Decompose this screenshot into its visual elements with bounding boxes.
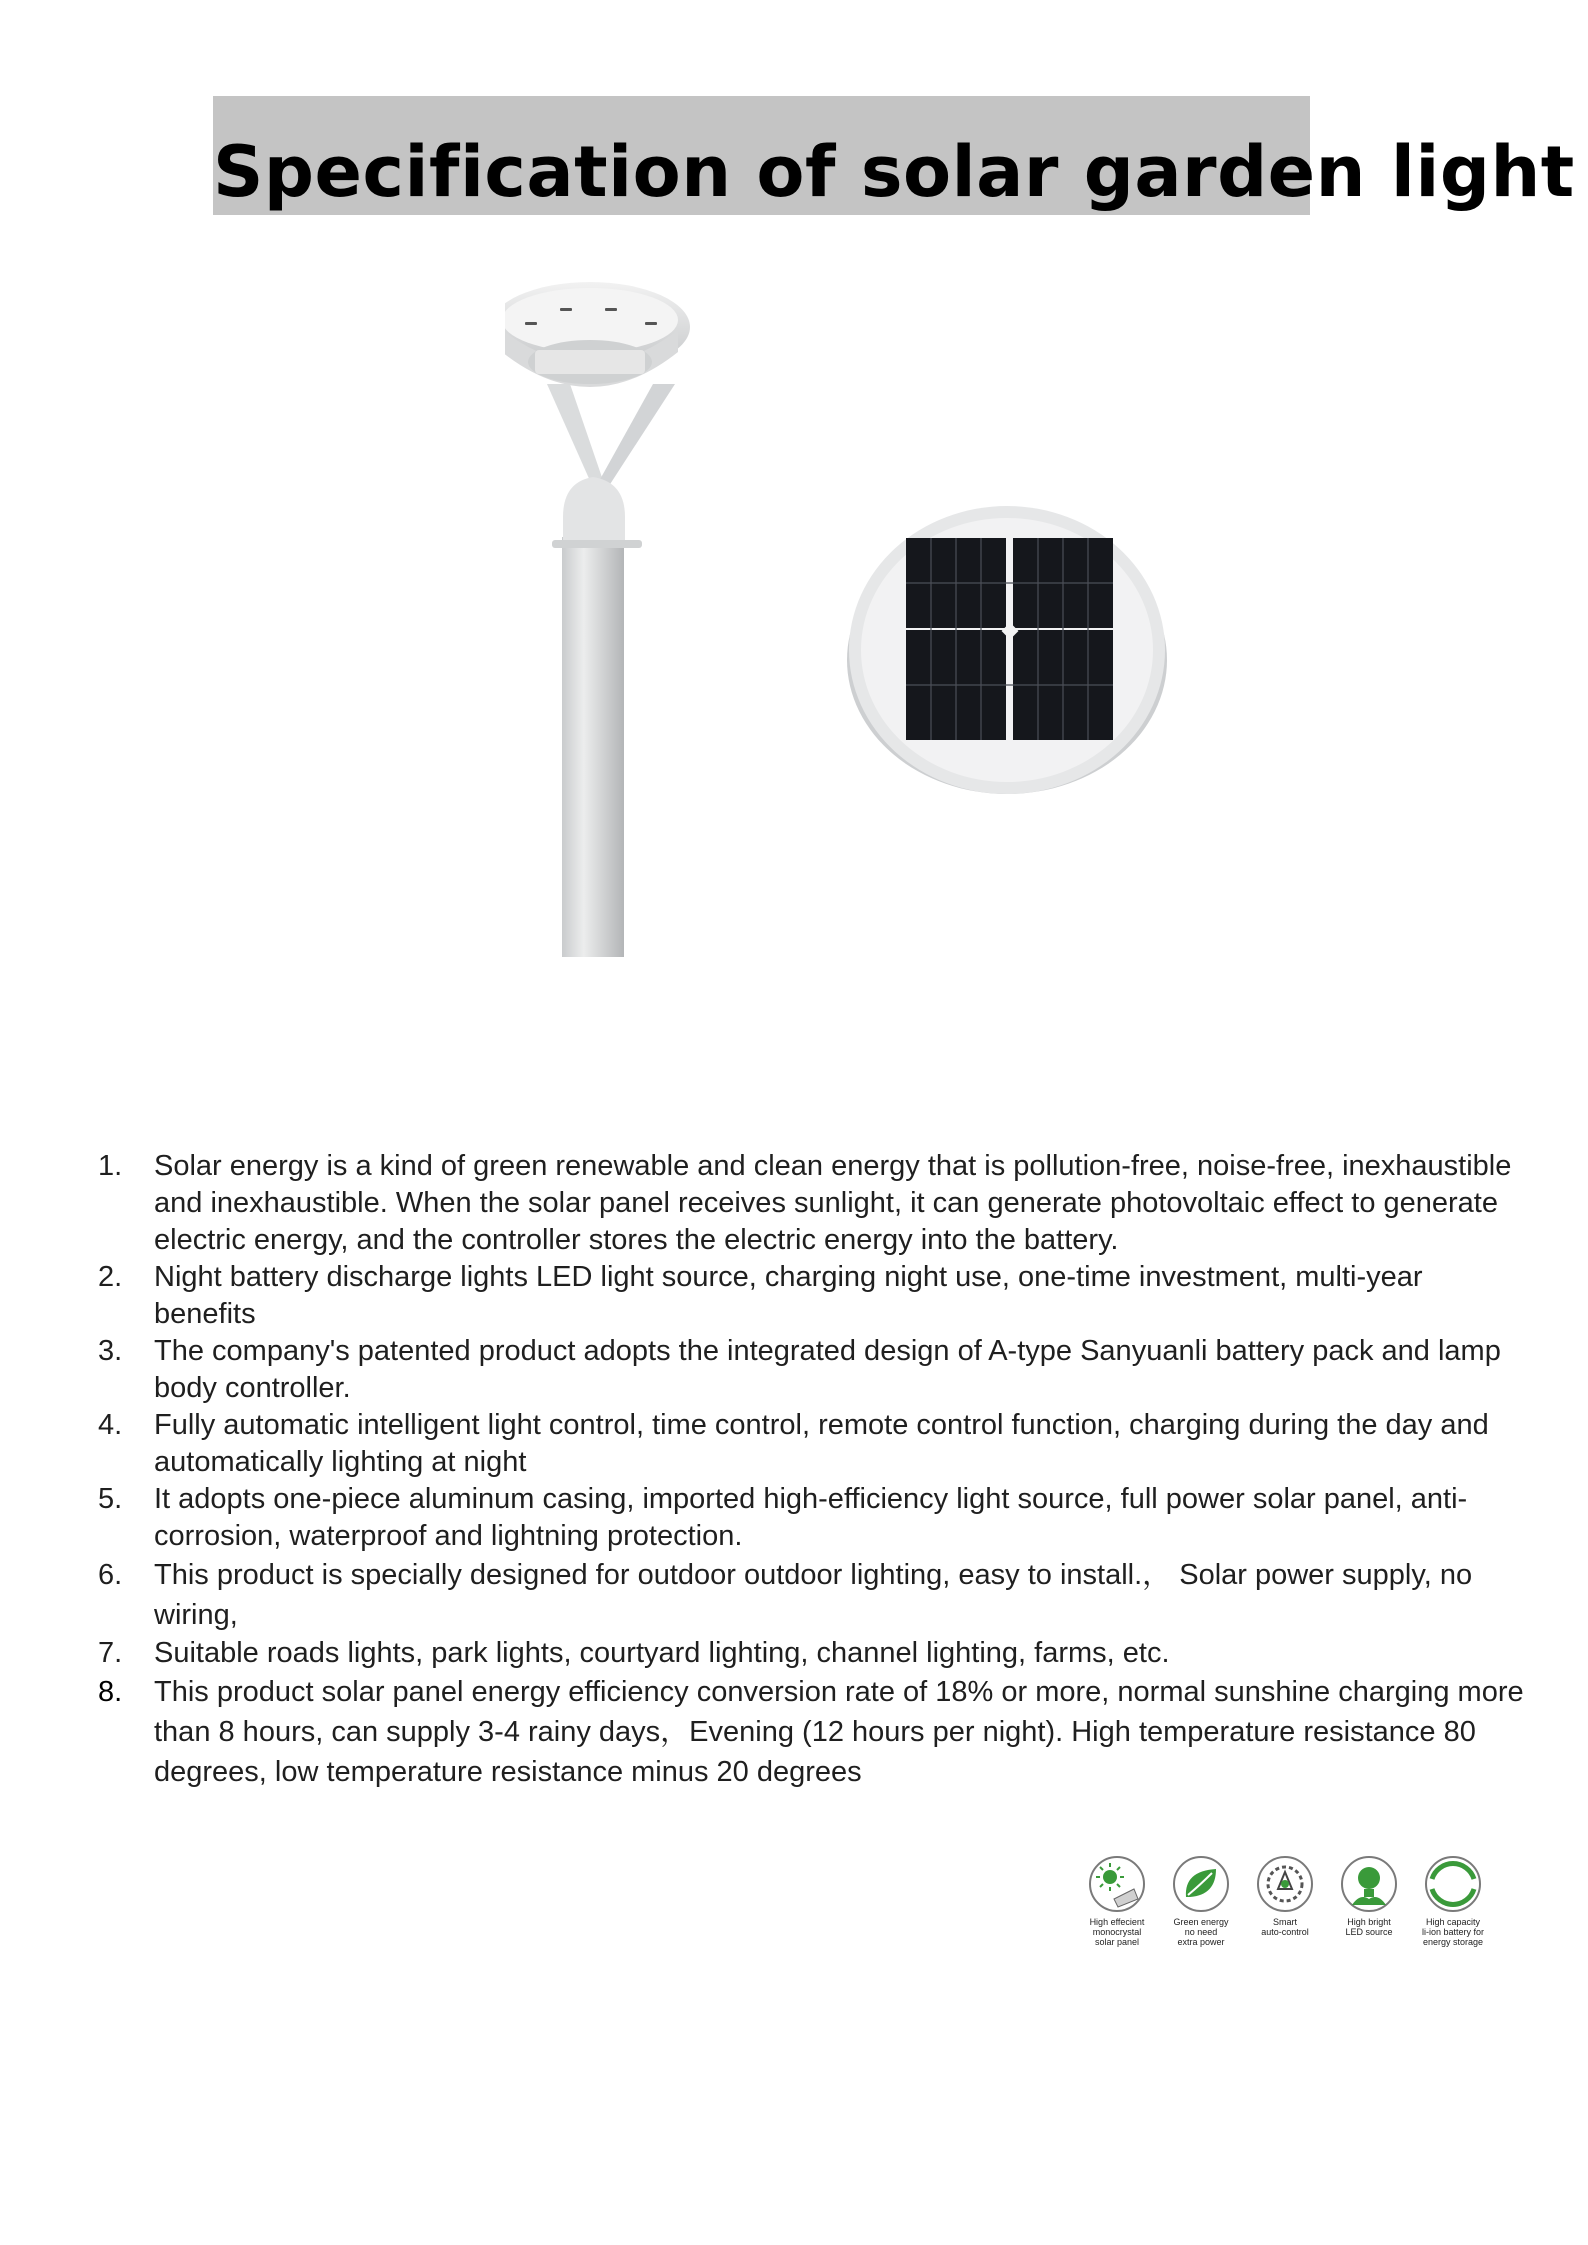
list-item: [88, 1481, 1528, 1555]
badge-label: High capacity li-ion battery for energy storage: [1421, 1917, 1485, 1947]
badge-label: Green energy no need extra power: [1173, 1917, 1229, 1947]
list-number: 4.: [98, 1409, 123, 1441]
badge-smart-control: [1243, 1855, 1327, 1937]
badge-green-energy: [1159, 1855, 1243, 1947]
solar-panel-image: [843, 500, 1171, 796]
list-text: Fully automatic intelligent light control, time control, remote control function, charging during the day and automatically lighting at night: [154, 1409, 1489, 1478]
list-item: [88, 1407, 1528, 1481]
spec-list: [88, 1148, 1528, 1792]
sun-panel-icon: [1088, 1855, 1146, 1913]
leaf-icon: [1172, 1855, 1230, 1913]
list-number: 1.: [98, 1150, 123, 1182]
list-item: [88, 1672, 1528, 1792]
list-number: 3.: [98, 1335, 123, 1367]
battery-icon: [1424, 1855, 1482, 1913]
list-text: It adopts one-piece aluminum casing, imported high-efficiency light source, full power solar panel, anti-corrosion, waterproof and lightning protection.: [154, 1483, 1468, 1552]
list-text: Solar energy is a kind of green renewable and clean energy that is pollution-free, noise-free, inexhaustible and inexhaustible. When the solar panel receives sunlight, it can generate photovoltaic effect to generate electric energy, and the controller stores the electric energy into the battery.: [154, 1150, 1512, 1256]
list-item: [88, 1259, 1528, 1333]
badge-solar-panel: [1075, 1855, 1159, 1947]
list-number: 5.: [98, 1483, 123, 1515]
page-title: Specification of solar garden light: [213, 131, 1575, 213]
badge-label: High effecient monocrystal solar panel: [1089, 1917, 1145, 1947]
list-item: [88, 1555, 1528, 1635]
list-number: 6.: [98, 1559, 123, 1591]
list-item: [88, 1148, 1528, 1259]
title-banner: [213, 96, 1575, 215]
list-item: [88, 1635, 1528, 1672]
badge-led-source: [1327, 1855, 1411, 1937]
list-text: Night battery discharge lights LED light source, charging night use, one-time investment, multi-year benefits: [154, 1261, 1423, 1330]
list-item: [88, 1333, 1528, 1407]
led-bulb-icon: [1340, 1855, 1398, 1913]
smart-control-icon: [1256, 1855, 1314, 1913]
list-number: 7.: [98, 1637, 123, 1669]
badge-label: High bright LED source: [1345, 1917, 1393, 1937]
list-text: The company's patented product adopts the integrated design of A-type Sanyuanli battery pack and lamp body controller.: [154, 1335, 1501, 1404]
list-text: This product solar panel energy efficiency conversion rate of 18% or more, normal sunshine charging more than 8 hours, can supply 3-4 rainy days，Evening (12 hours per night). High temperature resistance 80 degrees, low temperature resistance minus 20 degrees: [154, 1676, 1524, 1788]
list-text: Suitable roads lights, park lights, courtyard lighting, channel lighting, farms, etc.: [154, 1637, 1170, 1669]
badge-label: Smart auto-control: [1261, 1917, 1309, 1937]
list-text: This product is specially designed for outdoor outdoor lighting, easy to install.， Solar power supply, no wiring,: [154, 1559, 1473, 1631]
list-number: 8.: [98, 1676, 123, 1708]
badge-battery: [1411, 1855, 1495, 1947]
list-number: 2.: [98, 1261, 123, 1293]
feature-badges: [1075, 1855, 1495, 1965]
lamp-image: [505, 272, 705, 957]
